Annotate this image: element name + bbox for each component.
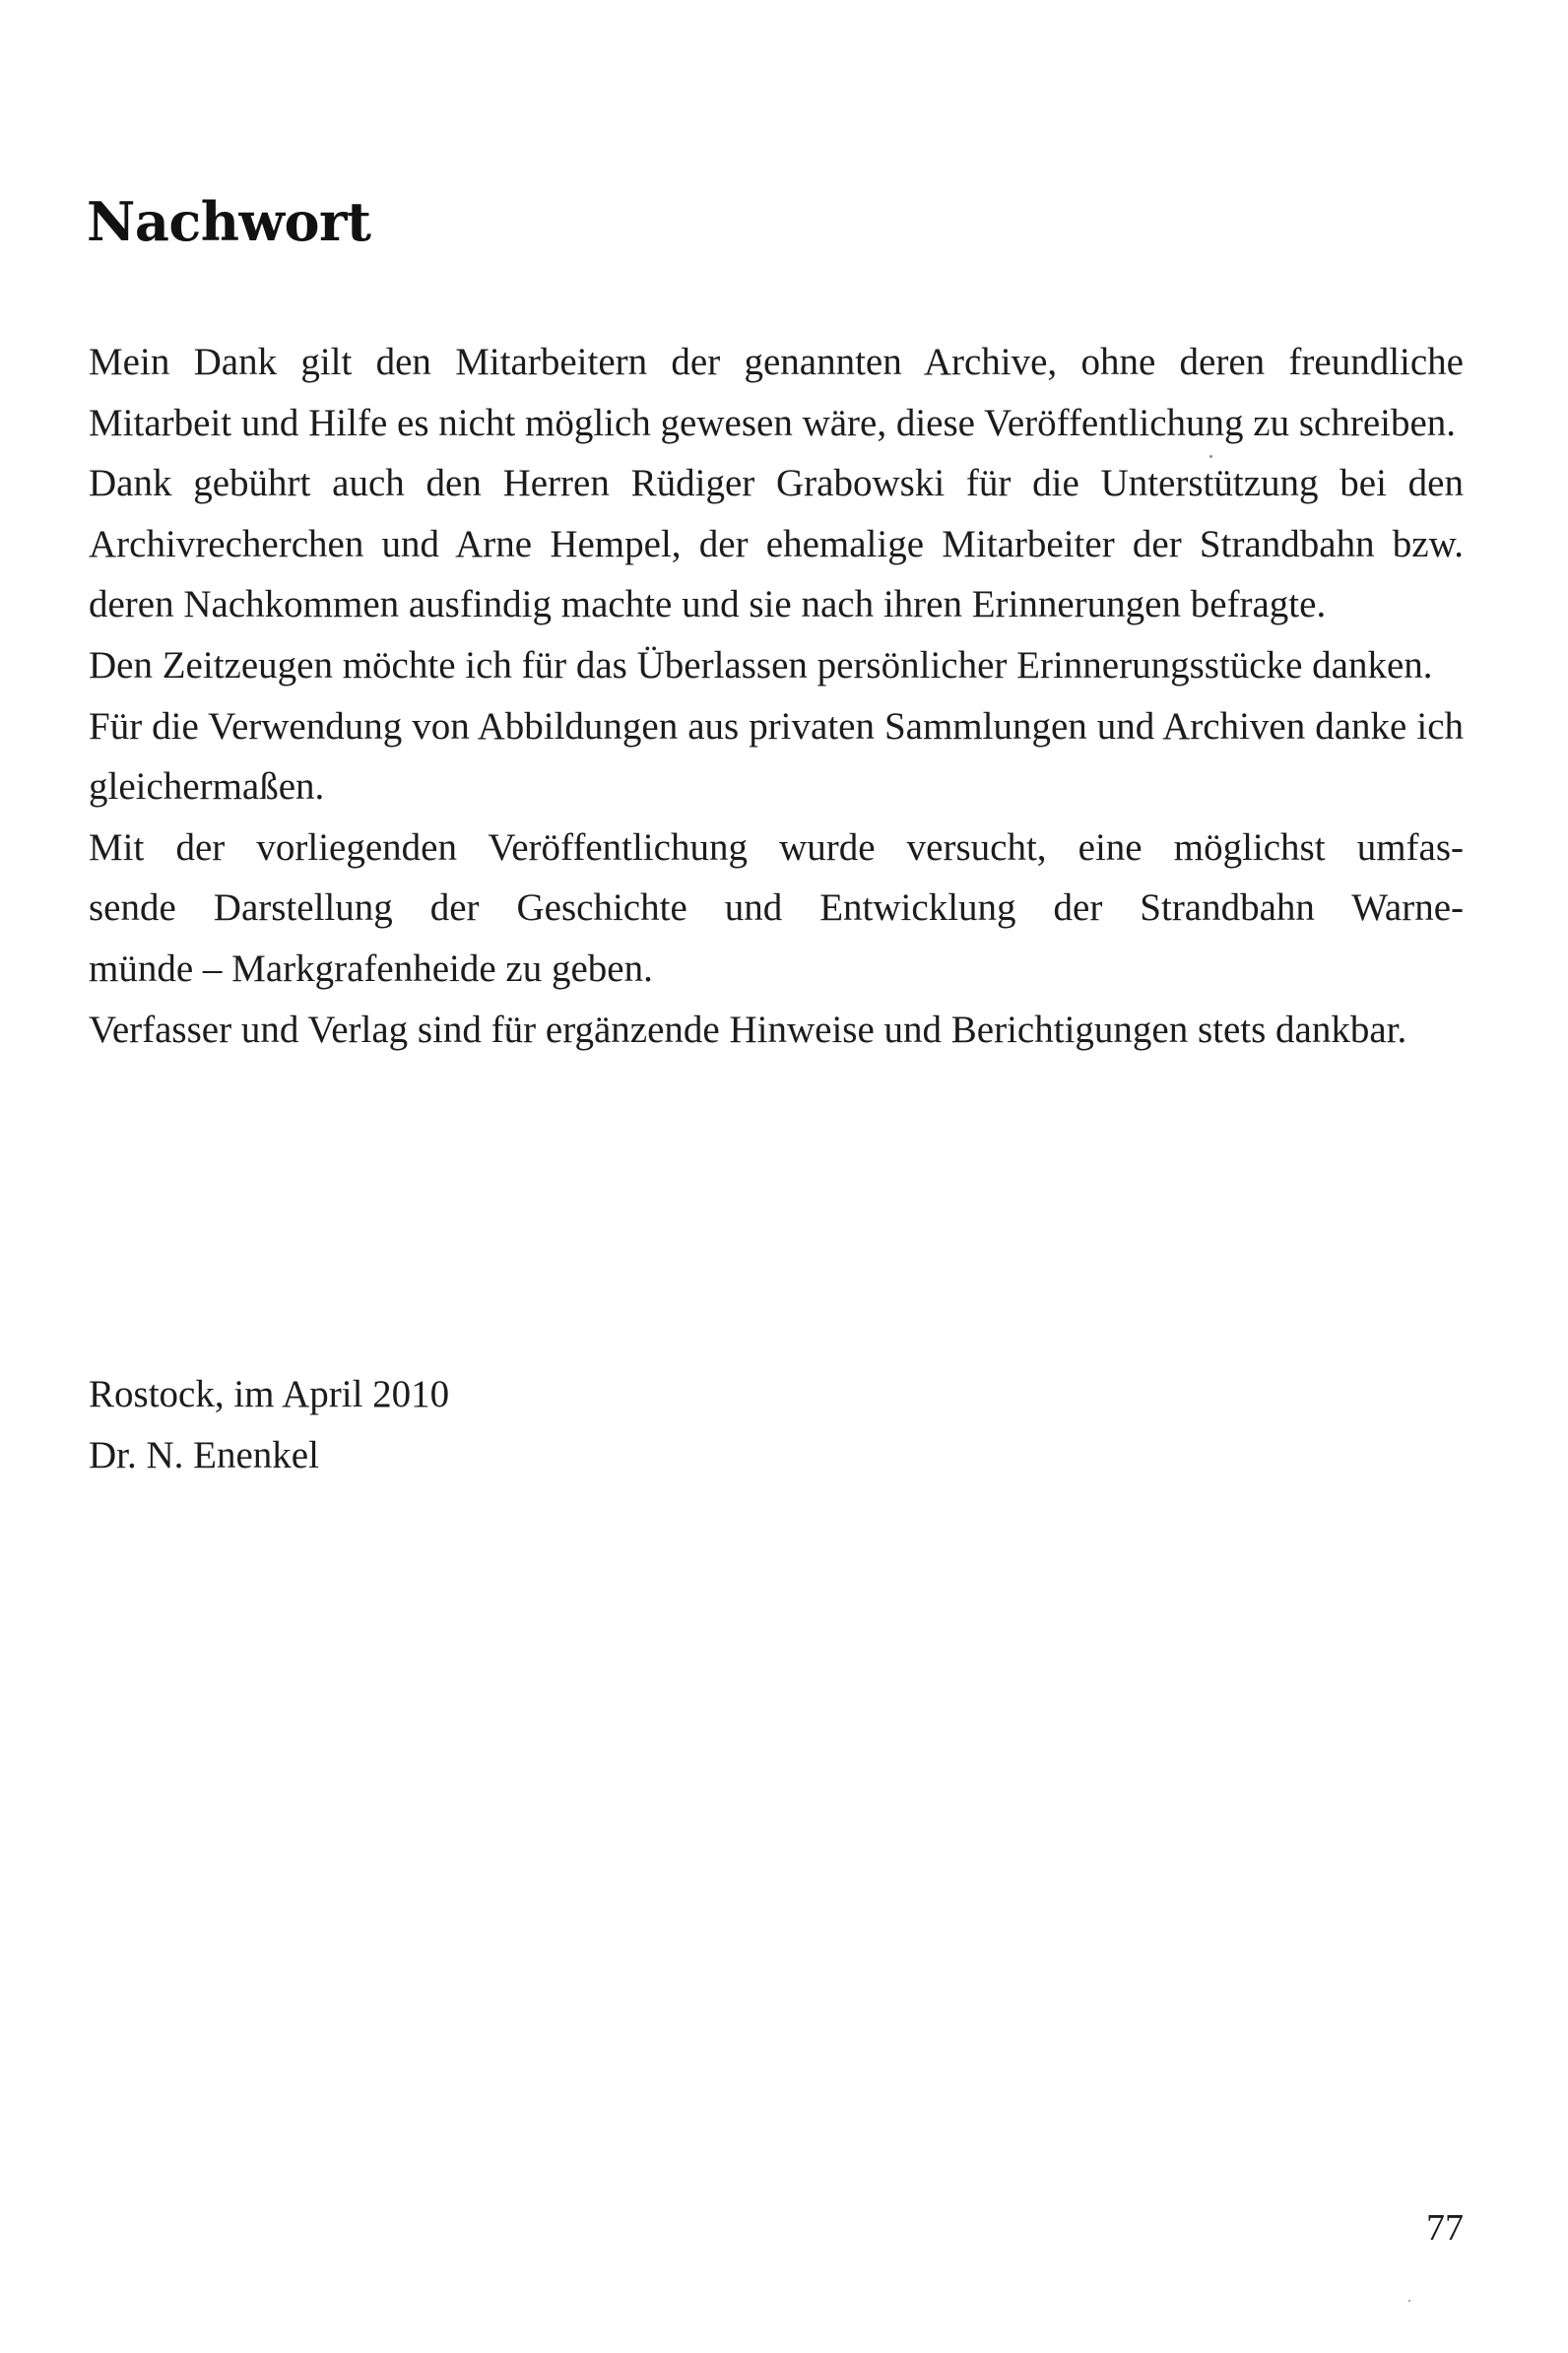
place-date: Rostock, im April 2010 [89,1373,450,1415]
paragraph-research-thanks: Dank gebührt auch den Herren Rüdiger Grabowski für die Unterstützung bei den Archivrecherchen und Arne Hempel, der ehemalige Mitarbeiter der Strandbahn bzw. deren Nachkommen ausfindig machte und sie nach ihren Erinnerungen befragte. [89,462,1464,626]
paragraph-corrections-thanks: Verfasser und Verlag sind für ergänzende Hinweise und Berichtigungen stets dankbar. [89,1008,1407,1051]
paragraph-line: Mit der vorliegenden Veröffentlichung wurde versucht, eine möglichst umfas- [89,825,1464,869]
signature-block [89,1364,449,1486]
page-title: Nachwort [87,190,371,253]
scan-speck [1209,455,1212,458]
scan-speck [1408,2300,1410,2302]
body-text [89,332,1464,1060]
paragraph-line: münde – Markgrafenheide zu geben. [89,947,653,990]
paragraph-publication-purpose [89,817,1464,1000]
page-number: 77 [1426,2207,1464,2249]
paragraph-line: sende Darstellung der Geschichte und Entwicklung der Strandbahn Warne- [89,886,1464,930]
paragraph-illustration-thanks: Für die Verwendung von Abbildungen aus privaten Sammlungen und Archiven danke ich gleichermaßen. [89,704,1464,809]
paragraph-archive-thanks: Mein Dank gilt den Mitarbeitern der genannten Archive, ohne deren freundliche Mitarbeit und Hilfe es nicht möglich gewesen wäre, diese Veröffentlichung zu schreiben. [89,341,1464,444]
paragraph-witness-thanks: Den Zeitzeugen möchte ich für das Überlassen persönlicher Erinnerungsstücke danken. [89,643,1433,686]
author-name: Dr. N. Enenkel [89,1434,319,1476]
